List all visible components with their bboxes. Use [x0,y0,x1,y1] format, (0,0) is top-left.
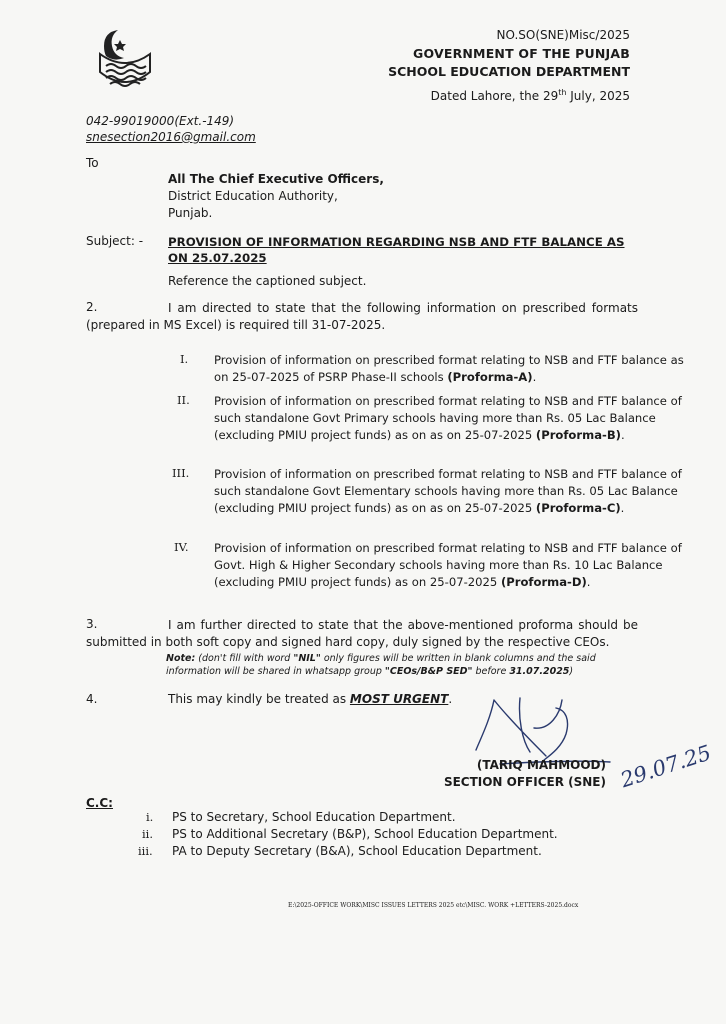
recipient-line-1: All The Chief Executive Officers, [168,172,384,186]
recipient-line-2: District Education Authority, [168,189,338,203]
list-item: Provision of information on prescribed format relating to NSB and FTF balance of Govt. High & Higher Secondary schools having more than Rs. 10 Lac Balance (excluding PMIU project funds) as on 25-07-2025 (Proforma-D). [214,541,682,589]
subject-text: PROVISION OF INFORMATION REGARDING NSB AND FTF BALANCE AS ON 25.07.2025 [168,235,625,265]
cc-item: PS to Secretary, School Education Department. [172,810,456,824]
para-3-text: I am further directed to state that the above-mentioned proforma should be submitted in both soft copy and signed hard copy, duly signed by the respective CEOs. [86,618,638,649]
note-text: Note: (don't fill with word "NIL" only figures will be written in blank columns and the said information will be shared in whatsapp group "CEOs/B&P SED" before 31.07.2025) [166,653,596,677]
item-number: IV. [174,540,189,554]
signatory-title: SECTION OFFICER (SNE) [443,775,606,789]
list-item: Provision of information on prescribed format relating to NSB and FTF balance as on 25-07-2025 of PSRP Phase-II schools (Proforma-A). [214,353,684,384]
cc-item-number: i. [146,810,154,824]
cc-item: PA to Deputy Secretary (B&A), School Education Department. [172,844,542,858]
department-heading: SCHOOL EDUCATION DEPARTMENT [388,64,630,79]
para-2-text: I am directed to state that the following information on prescribed formats (prepared in MS Excel) is required till 31-07-2025. [86,301,638,332]
cc-item: PS to Additional Secretary (B&P), School Education Department. [172,827,558,841]
government-heading: GOVERNMENT OF THE PUNJAB [413,46,630,61]
cc-item-number: iii. [138,844,153,858]
list-item: Provision of information on prescribed format relating to NSB and FTF balance of such standalone Govt Elementary schools having more than Rs. 05 Lac Balance (excluding PMIU project funds) as on as on 25-07-2025 (Proforma-C). [214,467,682,515]
subject-label: Subject: - [86,234,144,248]
para-3-number: 3. [86,617,98,631]
signatory-name: (TARIQ MAHMOOD) [476,758,606,772]
contact-phone: 042-99019000(Ext.-149) [86,114,235,128]
para-4-number: 4. [86,692,98,706]
item-number: II. [177,393,190,407]
list-item: Provision of information on prescribed format relating to NSB and FTF balance of such standalone Govt Primary schools having more than Rs. 05 Lac Balance (excluding PMIU project funds) as on as on 25-07-2025 (Proforma-B). [214,394,682,442]
cc-item-number: ii. [142,827,154,841]
reference-number: NO.SO(SNE)Misc/2025 [496,28,630,42]
contact-email[interactable]: snesection2016@gmail.com [86,130,256,144]
recipient-line-3: Punjab. [168,206,213,220]
cc-label: C.C: [86,796,113,810]
file-path-footer: E:\2025-OFFICE WORK\MISC ISSUES LETTERS 2025 etc\MISC. WORK +LETTERS-2025.docx [288,902,579,909]
reference-line: Reference the captioned subject. [168,274,367,288]
item-number: III. [172,466,190,480]
item-number: I. [180,352,189,366]
punjab-logo-icon [96,26,154,96]
date-line: Dated Lahore, the 29th July, 2025 [430,88,630,103]
handwritten-date: 29.07.25 [617,740,714,793]
para-4-text: This may kindly be treated as MOST URGENT. [168,692,453,706]
to-label: To [86,156,99,170]
para-2-number: 2. [86,300,98,314]
